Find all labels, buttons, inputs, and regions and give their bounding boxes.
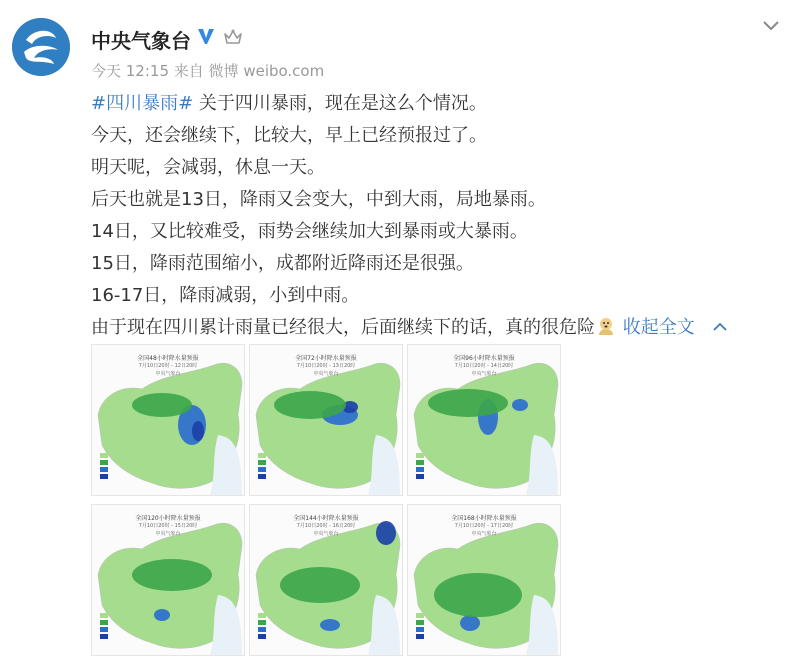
chevron-up-icon[interactable] xyxy=(712,320,728,334)
map-subtitle: 7月10日20时 - 16日20时 xyxy=(296,523,356,529)
map-title: 全国120小时降水量预报 xyxy=(135,515,201,522)
post-source: 来自 微博 weibo.com xyxy=(173,62,325,80)
map-title: 全国48小时降水量预报 xyxy=(137,355,199,362)
post-line xyxy=(91,88,791,120)
map-source: 中央气象台 xyxy=(471,531,497,537)
map-source: 中央气象台 xyxy=(471,371,497,377)
collapse-link[interactable]: 收起全文 xyxy=(622,317,695,338)
map-title: 全国72小时降水量预报 xyxy=(295,355,357,362)
map-subtitle: 7月10日20时 - 12日20时 xyxy=(138,363,198,369)
post-line: 14日，又比较难受，雨势会继续加大到暴雨或大暴雨。 xyxy=(91,221,528,242)
post-time[interactable]: 今天 12:15 xyxy=(91,62,169,80)
post-line-text: 关于四川暴雨，现在是这么个情况。 xyxy=(193,93,487,114)
map-title: 全国96小时降水量预报 xyxy=(453,355,515,362)
map-source: 中央气象台 xyxy=(155,371,181,377)
post-line: 后天也就是13日，降雨又会变大，中到大雨，局地暴雨。 xyxy=(91,189,546,210)
map-title: 全国168小时降水量预报 xyxy=(451,515,517,522)
verified-v-icon xyxy=(196,26,216,46)
forecast-map-image[interactable] xyxy=(407,344,561,496)
forecast-map-image[interactable] xyxy=(249,504,403,656)
post-line: 明天呢，会减弱，休息一天。 xyxy=(91,157,325,178)
map-source: 中央气象台 xyxy=(313,531,339,537)
map-source: 中央气象台 xyxy=(313,371,339,377)
crown-icon[interactable] xyxy=(223,28,243,46)
map-subtitle: 7月10日20时 - 17日20时 xyxy=(454,523,514,529)
forecast-map-image[interactable] xyxy=(249,344,403,496)
map-subtitle: 7月10日20时 - 14日20时 xyxy=(454,363,514,369)
hashtag-link[interactable]: #四川暴雨# xyxy=(91,93,194,114)
scared-emoji-icon xyxy=(595,315,617,337)
image-grid xyxy=(91,344,559,658)
chevron-down-icon[interactable] xyxy=(760,14,782,36)
post-line: 15日，降雨范围缩小，成都附近降雨还是很强。 xyxy=(91,253,474,274)
account-name[interactable]: 中央气象台 xyxy=(91,29,191,53)
avatar[interactable] xyxy=(12,18,70,76)
map-subtitle: 7月10日20时 - 15日20时 xyxy=(138,523,198,529)
cma-logo-icon xyxy=(12,18,70,76)
post-text xyxy=(91,88,791,344)
post-meta xyxy=(91,60,324,81)
post-line xyxy=(91,312,791,344)
map-title: 全国144小时降水量预报 xyxy=(293,515,359,522)
post-line-text: 由于现在四川累计雨量已经很大，后面继续下的话，真的很危险 xyxy=(91,317,595,338)
forecast-map-image[interactable] xyxy=(91,504,245,656)
map-subtitle: 7月10日20时 - 13日20时 xyxy=(296,363,356,369)
post-line: 16-17日，降雨减弱，小到中雨。 xyxy=(91,285,360,306)
post-line: 今天，还会继续下，比较大，早上已经预报过了。 xyxy=(91,125,487,146)
map-source: 中央气象台 xyxy=(155,531,181,537)
forecast-map-image[interactable] xyxy=(407,504,561,656)
forecast-map-image[interactable] xyxy=(91,344,245,496)
